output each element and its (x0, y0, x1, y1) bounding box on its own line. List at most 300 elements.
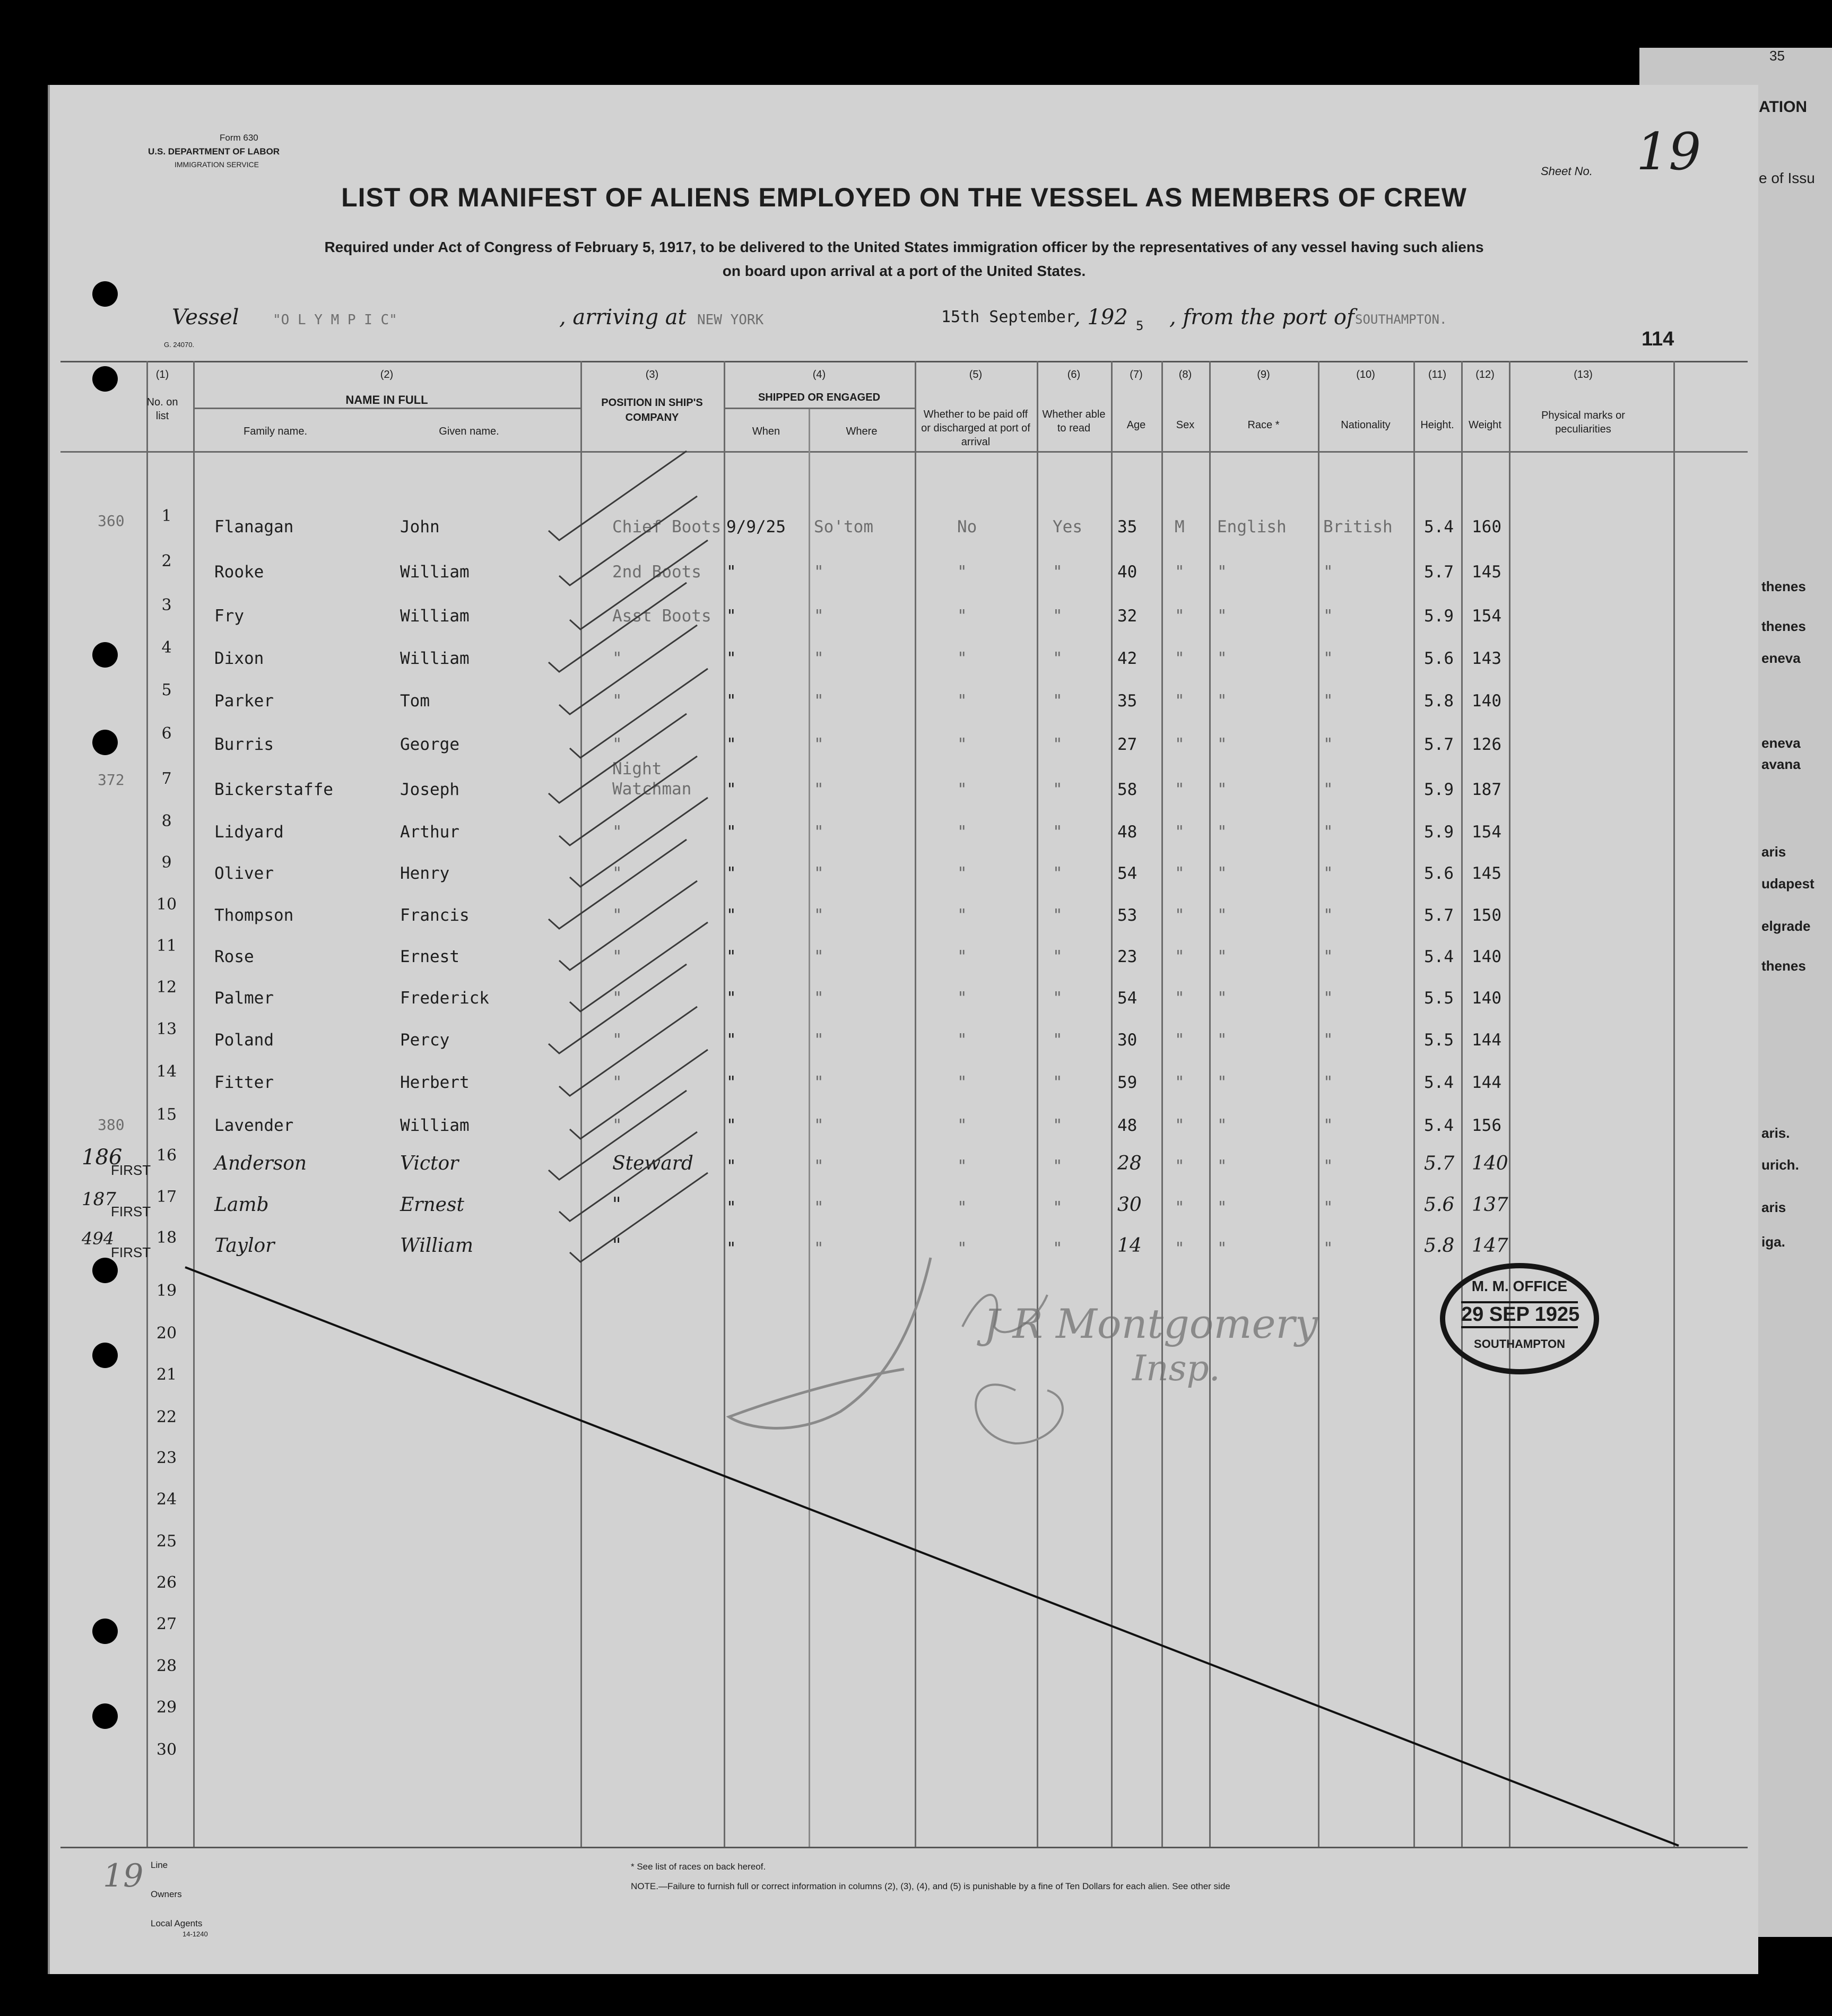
row-number: 22 (156, 1408, 177, 1426)
cell-paid: " (957, 1073, 967, 1092)
cell-read: " (1053, 823, 1063, 842)
margin-first-17: FIRST (111, 1204, 151, 1219)
cell-sex: " (1175, 649, 1185, 668)
stamp-bottom: SOUTHAMPTON (1474, 1337, 1565, 1351)
cell-read: " (1053, 947, 1063, 966)
row-number: 29 (156, 1698, 177, 1717)
department: U.S. DEPARTMENT OF LABOR (148, 146, 280, 157)
cell-height: 5.5 (1424, 1031, 1454, 1050)
col-num-6: (6) (1067, 369, 1081, 380)
col-label-10: Nationality (1341, 419, 1391, 431)
cell-nationality: " (1323, 823, 1333, 842)
cell-paid: " (957, 864, 967, 883)
footer-agents: Local Agents (151, 1918, 203, 1928)
cell-when: " (726, 1239, 736, 1258)
row-number: 23 (156, 1449, 177, 1467)
cell-height: 5.4 (1424, 1073, 1454, 1092)
cell-position: Chief Boots (612, 517, 722, 537)
cell-height: 5.7 (1424, 735, 1454, 754)
cell-race: " (1217, 989, 1227, 1008)
cell-given: Henry (400, 864, 450, 883)
margin-number-360: 360 (98, 512, 125, 530)
stamp-top: M. M. OFFICE (1471, 1278, 1568, 1294)
cell-where: " (814, 735, 824, 754)
margin-hw-494: 494 (82, 1228, 115, 1249)
footer-owners: Owners (151, 1889, 182, 1899)
col-sub-when: When (752, 426, 780, 437)
row-number: 9 (161, 853, 172, 872)
race-note: * See list of races on back hereof. (631, 1862, 766, 1872)
year-digit: 5 (1136, 318, 1144, 333)
row-number: 25 (156, 1532, 177, 1551)
cell-position: " (612, 1073, 622, 1092)
col-label-3: POSITION IN SHIP'S COMPANY (601, 397, 703, 423)
cell-age: 35 (1117, 517, 1138, 537)
cell-read: Yes (1053, 517, 1082, 537)
cell-sex: M (1175, 517, 1185, 537)
cell-family: Oliver (214, 864, 274, 883)
cell-height: 5.7 (1424, 906, 1454, 925)
page-stamp: 114 (1642, 328, 1674, 350)
cell-paid: " (957, 735, 967, 754)
cell-when: " (726, 1073, 736, 1092)
cell-height: 5.6 (1424, 1194, 1455, 1216)
underlying-col-num: 35 (1769, 48, 1785, 64)
cell-when: " (726, 989, 736, 1008)
cell-position: " (612, 864, 622, 883)
cell-height: 5.9 (1424, 607, 1454, 626)
cell-nationality: " (1323, 1073, 1333, 1092)
cell-given: William (400, 563, 470, 582)
cell-family: Thompson (214, 906, 294, 925)
col-num-5: (5) (969, 369, 983, 380)
cell-when: " (726, 649, 736, 668)
cell-age: 27 (1117, 735, 1138, 754)
cell-sex: " (1175, 563, 1185, 582)
cell-read: " (1053, 563, 1063, 582)
print-code: G. 24070. (164, 341, 195, 349)
cell-where: " (814, 563, 824, 582)
sheet-label: Sheet No. (1541, 165, 1593, 178)
cell-height: 5.6 (1424, 864, 1454, 883)
cell-weight: 140 (1472, 1153, 1508, 1174)
row-number: 18 (156, 1228, 177, 1247)
cell-height: 5.4 (1424, 517, 1454, 537)
cell-weight: 143 (1472, 649, 1501, 668)
cell-sex: " (1175, 906, 1185, 925)
cell-sex: " (1175, 989, 1185, 1008)
col-sub-given: Given name. (439, 426, 499, 437)
cell-age: 58 (1117, 780, 1138, 799)
cell-paid: " (957, 989, 967, 1008)
cell-when: " (726, 607, 736, 626)
cell-position: " (612, 1235, 621, 1257)
cell-where: " (814, 1157, 824, 1176)
cell-when: " (726, 563, 736, 582)
cell-weight: 156 (1472, 1116, 1501, 1135)
row-number: 27 (156, 1615, 177, 1633)
margin-number-380: 380 (98, 1116, 125, 1134)
cell-race: " (1217, 735, 1227, 754)
cell-given: Joseph (400, 780, 459, 799)
cell-sex: " (1175, 1031, 1185, 1050)
cell-given: Arthur (400, 823, 459, 842)
cell-given: John (400, 517, 440, 537)
col-label-4: SHIPPED OR ENGAGED (758, 392, 881, 403)
col-num-2: (2) (380, 369, 394, 380)
cell-sex: " (1175, 1116, 1185, 1135)
cell-given: Percy (400, 1031, 450, 1050)
cell-family: Palmer (214, 989, 274, 1008)
cell-read: " (1053, 1239, 1063, 1258)
footer-line: Line (151, 1860, 168, 1870)
subtitle-2: on board upon arrival at a port of the United States. (722, 263, 1086, 279)
signature-title: Insp. (1132, 1348, 1220, 1389)
cell-position: " (612, 947, 622, 966)
row-number: 16 (156, 1146, 177, 1165)
margin-first-18: FIRST (111, 1244, 151, 1260)
underlying-fragment: udapest (1761, 876, 1814, 892)
cell-where: " (814, 1239, 824, 1258)
cell-race: " (1217, 563, 1227, 582)
cell-race: " (1217, 1157, 1227, 1176)
col-label-9: Race * (1247, 419, 1280, 431)
cell-age: 53 (1117, 906, 1138, 925)
cell-position: Steward (612, 1153, 693, 1174)
subtitle-1: Required under Act of Congress of February 5, 1917, to be delivered to the United States immigration officer by the representatives of any vessel having such aliens (324, 239, 1484, 255)
cell-sex: " (1175, 947, 1185, 966)
col-num-3: (3) (645, 369, 659, 380)
cell-where: " (814, 823, 824, 842)
cell-paid: " (957, 649, 967, 668)
underlying-fragment: iga. (1761, 1234, 1785, 1250)
cell-read: " (1053, 780, 1063, 799)
cell-height: 5.8 (1424, 1235, 1455, 1257)
cell-age: 54 (1117, 864, 1138, 883)
cell-given: Herbert (400, 1073, 470, 1092)
row-number: 8 (161, 812, 172, 830)
margin-hw-186: 186 (82, 1145, 123, 1170)
col-num-12: (12) (1475, 369, 1495, 380)
service: IMMIGRATION SERVICE (175, 160, 259, 169)
cell-height: 5.9 (1424, 780, 1454, 799)
office-stamp (1440, 1263, 1599, 1374)
cell-race: " (1217, 1239, 1227, 1258)
col-label-7: Age (1126, 419, 1146, 431)
cell-family: Fitter (214, 1073, 274, 1092)
cell-given: William (400, 649, 470, 668)
footer-sheet-number: 19 (103, 1857, 144, 1894)
col-num-7: (7) (1130, 369, 1143, 380)
cell-read: " (1053, 1031, 1063, 1050)
cell-weight: 140 (1472, 989, 1501, 1008)
cell-age: 42 (1117, 649, 1138, 668)
cell-weight: 137 (1472, 1194, 1508, 1216)
col-num-13: (13) (1574, 369, 1593, 380)
cell-paid: " (957, 1239, 967, 1258)
row-number: 24 (156, 1490, 177, 1509)
form-number: Form 630 (220, 133, 258, 143)
cell-nationality: British (1323, 517, 1393, 537)
row-number: 10 (156, 895, 177, 914)
col-sub-family: Family name. (243, 426, 308, 437)
cell-family: Rose (214, 947, 254, 966)
cell-position: " (612, 1116, 622, 1135)
cell-family: Lavender (214, 1116, 294, 1135)
underlying-fragment: thenes (1761, 618, 1806, 634)
cell-age: 35 (1117, 691, 1138, 711)
footer-code: 14-1240 (183, 1930, 208, 1938)
cell-paid: " (957, 906, 967, 925)
cell-when: " (726, 691, 736, 711)
cell-age: 23 (1117, 947, 1138, 966)
from-port: SOUTHAMPTON. (1355, 312, 1447, 327)
row-number: 12 (156, 978, 177, 997)
cell-read: " (1053, 906, 1063, 925)
cell-when: " (726, 906, 736, 925)
cell-given: Francis (400, 906, 470, 925)
col-num-4: (4) (812, 369, 826, 380)
row-number: 13 (156, 1020, 177, 1039)
cell-family: Parker (214, 691, 274, 711)
col-label-8: Sex (1176, 419, 1195, 431)
cell-race: " (1217, 607, 1227, 626)
cell-age: 30 (1117, 1031, 1138, 1050)
cell-paid: " (957, 780, 967, 799)
cell-read: " (1053, 1157, 1063, 1176)
cell-read: " (1053, 649, 1063, 668)
cell-sex: " (1175, 864, 1185, 883)
arriving-label: , arriving at (559, 305, 687, 330)
cell-paid: " (957, 1031, 967, 1050)
row-number: 17 (156, 1188, 177, 1206)
col-num-1: (1) (155, 369, 169, 380)
cell-weight: 145 (1472, 864, 1501, 883)
cell-family: Lamb (214, 1194, 269, 1216)
cell-age: 14 (1117, 1235, 1142, 1257)
row-number: 21 (156, 1365, 177, 1384)
cell-position: 2nd Boots (612, 563, 701, 582)
cell-sex: " (1175, 1239, 1185, 1258)
cell-height: 5.7 (1424, 563, 1454, 582)
col-label-11: Height. (1420, 419, 1454, 431)
underlying-fragment: aris. (1761, 1125, 1790, 1141)
cell-nationality: " (1323, 1198, 1333, 1217)
cell-where: " (814, 691, 824, 711)
col-num-11: (11) (1428, 369, 1447, 380)
col-num-8: (8) (1178, 369, 1192, 380)
cell-race: " (1217, 1198, 1227, 1217)
underlying-sub: e of Issu (1759, 170, 1815, 186)
cell-race: " (1217, 649, 1227, 668)
cell-position: " (612, 649, 622, 668)
cell-when: " (726, 823, 736, 842)
col-label-1: No. on list (146, 396, 178, 422)
cell-nationality: " (1323, 989, 1333, 1008)
cell-position: Night Watchman (612, 759, 692, 799)
cell-nationality: " (1323, 1239, 1333, 1258)
cell-given: Tom (400, 691, 430, 711)
cell-height: 5.5 (1424, 989, 1454, 1008)
cell-given: Ernest (400, 1194, 464, 1216)
cell-paid: " (957, 947, 967, 966)
stamp-date: 29 SEP 1925 (1461, 1301, 1578, 1328)
cell-where: " (814, 1116, 824, 1135)
cell-sex: " (1175, 691, 1185, 711)
sheet-number: 19 (1636, 122, 1701, 181)
cell-race: " (1217, 1073, 1227, 1092)
underlying-fragment: urich. (1761, 1157, 1799, 1173)
cell-weight: 126 (1472, 735, 1501, 754)
cell-position: " (612, 823, 622, 842)
cell-weight: 154 (1472, 823, 1501, 842)
col-label-2: NAME IN FULL (345, 393, 428, 406)
cell-when: " (726, 1116, 736, 1135)
cell-read: " (1053, 864, 1063, 883)
cell-race: " (1217, 947, 1227, 966)
cell-given: George (400, 735, 459, 754)
cell-age: 48 (1117, 1116, 1138, 1135)
cell-race: " (1217, 864, 1227, 883)
row-number: 4 (161, 638, 172, 657)
cell-family: Dixon (214, 649, 264, 668)
cell-family: Fry (214, 607, 244, 626)
cell-where: " (814, 1031, 824, 1050)
cell-age: 54 (1117, 989, 1138, 1008)
row-number: 14 (156, 1062, 177, 1081)
fine-note: NOTE.—Failure to furnish full or correct information in columns (2), (3), (4), and (5) is punishable by a fine of Ten Dollars for each alien. See other side (631, 1881, 1230, 1891)
cell-when: " (726, 947, 736, 966)
cell-sex: " (1175, 1157, 1185, 1176)
cell-where: " (814, 607, 824, 626)
row-number: 15 (156, 1105, 177, 1124)
cell-paid: " (957, 691, 967, 711)
cell-sex: " (1175, 1198, 1185, 1217)
cell-weight: 140 (1472, 947, 1501, 966)
underlying-fragment: elgrade (1761, 918, 1811, 934)
cell-weight: 154 (1472, 607, 1501, 626)
underlying-fragment: aris (1761, 844, 1786, 860)
cell-age: 30 (1117, 1194, 1142, 1216)
cell-height: 5.9 (1424, 823, 1454, 842)
cell-nationality: " (1323, 735, 1333, 754)
cell-given: William (400, 1116, 470, 1135)
cell-height: 5.7 (1424, 1153, 1455, 1174)
arrival-port: NEW YORK (697, 312, 764, 328)
margin-hw-187: 187 (82, 1189, 116, 1210)
cell-read: " (1053, 1073, 1063, 1092)
cell-race: " (1217, 823, 1227, 842)
cell-where: " (814, 1073, 824, 1092)
cell-position: " (612, 906, 622, 925)
cell-weight: 145 (1472, 563, 1501, 582)
arrival-date: 15th September (941, 308, 1075, 326)
cell-age: 28 (1117, 1153, 1142, 1174)
cell-nationality: " (1323, 906, 1333, 925)
cell-race: " (1217, 906, 1227, 925)
cell-where: " (814, 649, 824, 668)
cell-family: Rooke (214, 563, 264, 582)
row-number: 1 (161, 507, 172, 525)
signature-name: J R Montgomery (984, 1300, 1318, 1347)
cell-given: Victor (400, 1153, 459, 1174)
underlying-fragment: thenes (1761, 958, 1806, 974)
cell-when: " (726, 780, 736, 799)
cell-when: " (726, 1198, 736, 1217)
cell-position: " (612, 1031, 622, 1050)
cell-nationality: " (1323, 649, 1333, 668)
cell-read: " (1053, 1198, 1063, 1217)
cell-where: " (814, 947, 824, 966)
row-number: 7 (161, 769, 172, 788)
cell-race: English (1217, 517, 1287, 537)
col-label-5: Whether to be paid off or discharged at port of arrival (921, 409, 1030, 448)
cell-sex: " (1175, 823, 1185, 842)
cell-read: " (1053, 607, 1063, 626)
cell-height: 5.4 (1424, 947, 1454, 966)
cell-weight: 147 (1472, 1235, 1508, 1257)
cell-paid: " (957, 1116, 967, 1135)
vessel-label: Vessel (172, 305, 239, 330)
underlying-fragment: eneva (1761, 650, 1801, 666)
cell-height: 5.4 (1424, 1116, 1454, 1135)
cell-read: " (1053, 735, 1063, 754)
cell-height: 5.8 (1424, 691, 1454, 711)
row-number: 5 (161, 681, 172, 699)
cell-paid: " (957, 607, 967, 626)
cell-nationality: " (1323, 864, 1333, 883)
cell-family: Bickerstaffe (214, 780, 333, 799)
cell-nationality: " (1323, 947, 1333, 966)
col-label-12: Weight (1469, 419, 1501, 431)
cell-paid: No (957, 517, 977, 537)
cell-paid: " (957, 1157, 967, 1176)
margin-first-16: FIRST (111, 1162, 151, 1178)
cell-weight: 187 (1472, 780, 1501, 799)
cell-nationality: " (1323, 780, 1333, 799)
cell-race: " (1217, 780, 1227, 799)
cell-given: William (400, 1235, 474, 1257)
cell-given: William (400, 607, 470, 626)
underlying-header: ATION (1759, 98, 1808, 116)
cell-height: 5.6 (1424, 649, 1454, 668)
underlying-fragment: aris (1761, 1199, 1786, 1215)
cell-age: 48 (1117, 823, 1138, 842)
col-label-6: Whether able to read (1042, 409, 1106, 434)
cell-paid: " (957, 823, 967, 842)
cell-nationality: " (1323, 563, 1333, 582)
cell-position: " (612, 1194, 621, 1216)
cell-nationality: " (1323, 691, 1333, 711)
cell-when: " (726, 735, 736, 754)
from-label: , from the port of (1169, 305, 1355, 330)
col-num-10: (10) (1356, 369, 1375, 380)
cancel-line (50, 85, 1758, 1974)
cell-when: 9/9/25 (726, 517, 786, 537)
cell-where: " (814, 780, 824, 799)
cell-when: " (726, 1031, 736, 1050)
cell-nationality: " (1323, 1157, 1333, 1176)
cell-nationality: " (1323, 1031, 1333, 1050)
underlying-fragment: avana (1761, 756, 1801, 772)
cell-read: " (1053, 989, 1063, 1008)
cell-position: " (612, 691, 622, 711)
cell-weight: 144 (1472, 1031, 1501, 1050)
cell-weight: 160 (1472, 517, 1501, 537)
cell-family: Flanagan (214, 517, 294, 537)
cell-age: 32 (1117, 607, 1138, 626)
underlying-fragment: thenes (1761, 578, 1806, 594)
